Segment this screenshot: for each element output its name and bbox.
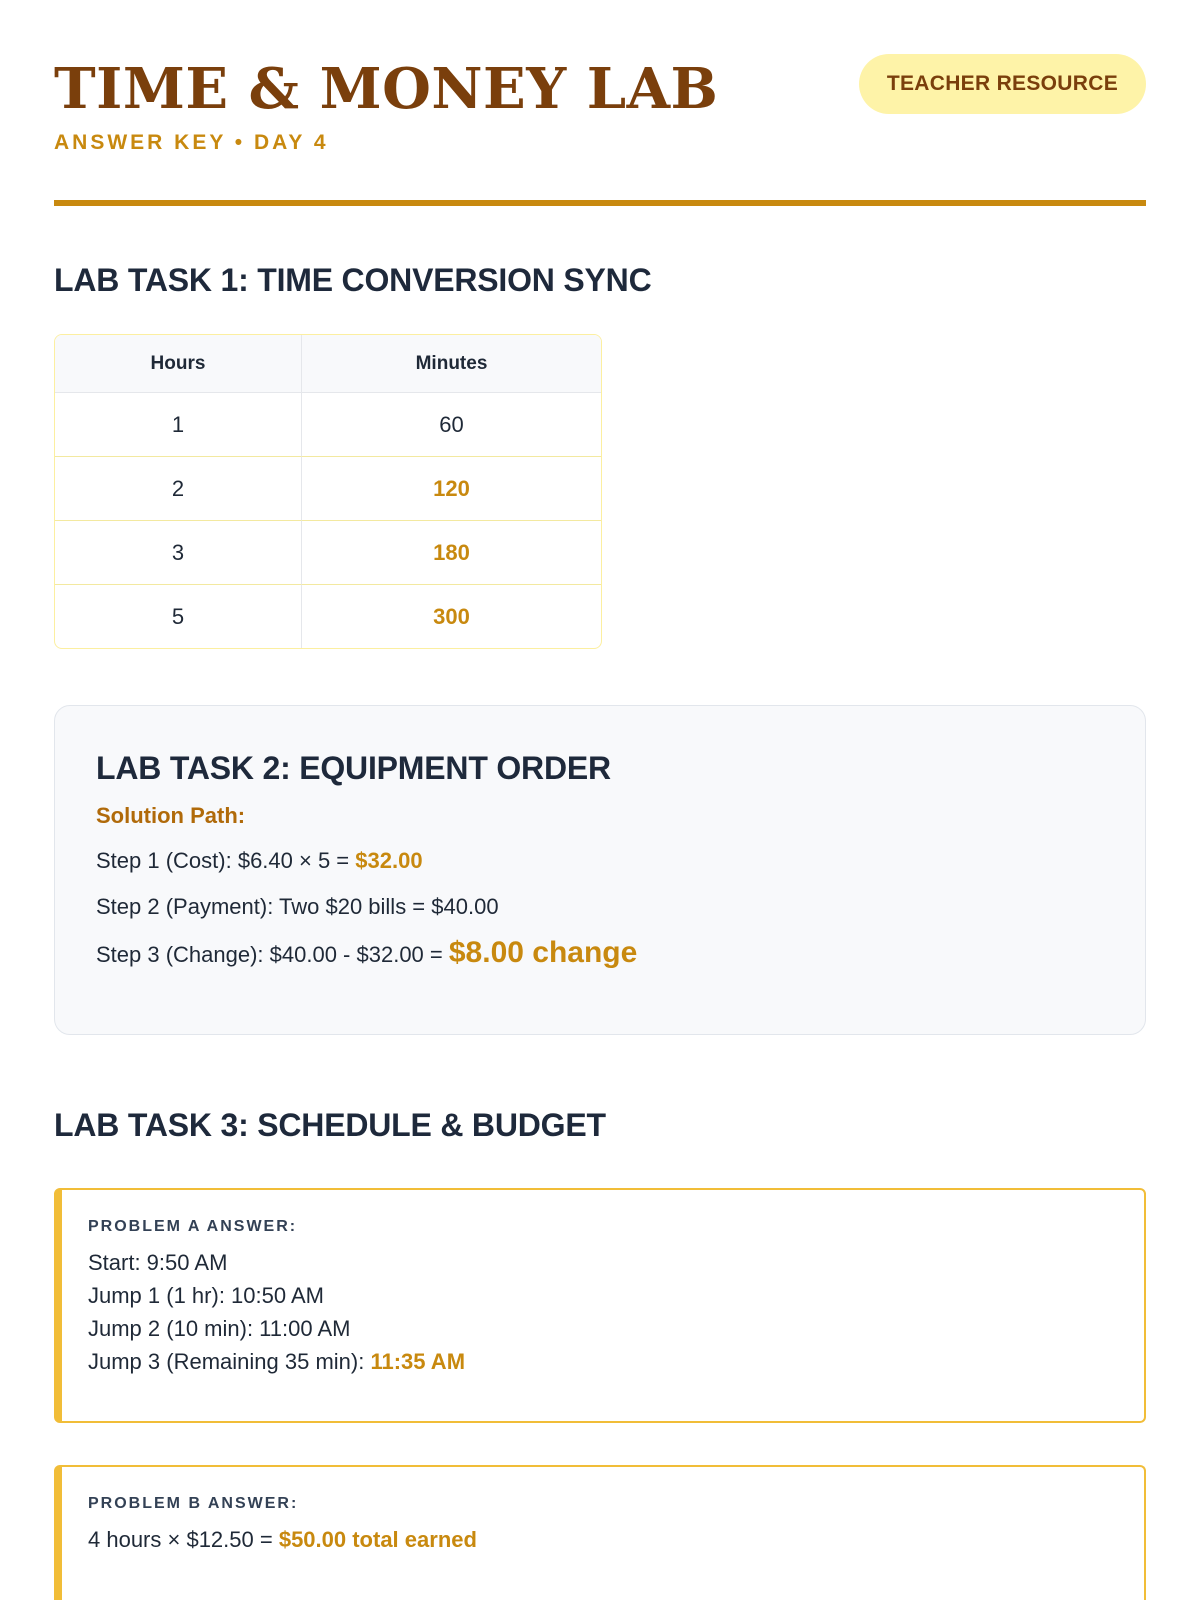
problem-a-card [54,1188,1146,1423]
step-1-answer: $32.00 [355,848,423,873]
step-2-text: Step 2 (Payment): Two $20 bills = $40.00 [96,894,499,919]
task3-title: LAB TASK 3: SCHEDULE & BUDGET [54,1107,606,1143]
table-row [55,456,601,520]
problem-b-line [88,1523,1112,1556]
task2-card [54,705,1146,1035]
minutes-cell: 60 [439,411,464,437]
column-header-hours: Hours [55,335,302,393]
hours-cell: 2 [55,456,302,520]
step-3-answer: $8.00 change [448,936,638,969]
minutes-answer-cell: 120 [302,456,601,520]
table-row [55,520,601,584]
problem-b-card [54,1465,1146,1600]
problem-a-line4-text: Jump 3 (Remaining 35 min): [88,1349,371,1374]
problem-a-answer: 11:35 AM [370,1349,466,1374]
answer-key-page [54,0,1146,1552]
minutes-answer-cell: 300 [302,584,601,648]
task2-title: LAB TASK 2: EQUIPMENT ORDER [96,750,611,786]
problem-b-text: 4 hours × $12.50 = [88,1527,279,1552]
hours-cell: 3 [55,520,302,584]
problem-a-line: Jump 1 (1 hr): 10:50 AM [88,1283,324,1308]
table-header-row [55,335,601,393]
page-header [54,0,1146,206]
task1-title: LAB TASK 1: TIME CONVERSION SYNC [54,262,652,298]
table-row [55,393,601,456]
step-1 [96,847,1105,875]
step-3-text: Step 3 (Change): $40.00 - $32.00 = [96,942,449,967]
problem-a-line: Start: 9:50 AM [88,1250,228,1275]
page-subtitle: ANSWER KEY • DAY 4 [54,131,329,154]
problem-a-line: Jump 2 (10 min): 11:00 AM [88,1316,351,1341]
problem-b-answer: $50.00 total earned [278,1527,477,1552]
problem-a-label: PROBLEM A ANSWER: [88,1218,298,1235]
time-conversion-table [54,334,602,649]
problem-b-label: PROBLEM B ANSWER: [88,1495,299,1512]
minutes-answer-cell: 180 [302,520,601,584]
table-row [55,584,601,648]
teacher-resource-badge: TEACHER RESOURCE [859,54,1146,114]
step-1-text: Step 1 (Cost): $6.40 × 5 = [96,848,356,873]
column-header-minutes: Minutes [302,335,601,393]
step-3 [96,936,1105,969]
step-2 [96,893,1105,921]
hours-cell: 1 [55,393,302,456]
page-title: TIME & MONEY LAB [54,56,719,122]
hours-cell: 5 [55,584,302,648]
solution-path-label: Solution Path: [96,803,246,828]
problem-a-final-line [88,1345,1112,1378]
